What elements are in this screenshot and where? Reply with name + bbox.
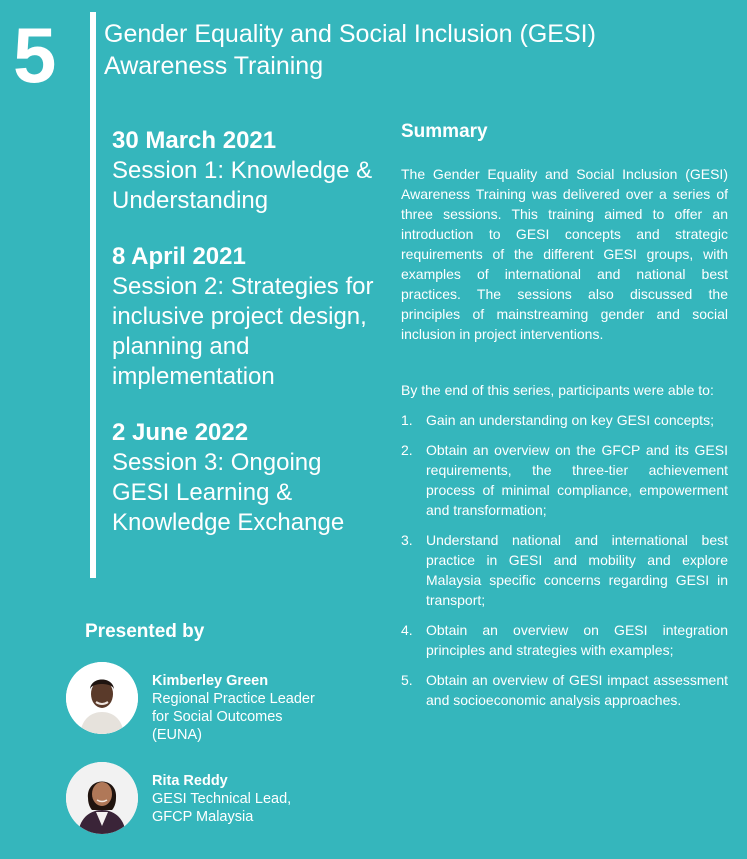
objective-item [401, 530, 728, 610]
objective-number: 2. [401, 442, 413, 458]
presenter-card [66, 662, 352, 744]
objective-item [401, 410, 728, 430]
objectives-intro: By the end of this series, participants were able to: [401, 382, 714, 398]
summary-heading: Summary [401, 121, 488, 142]
presenter-role: Regional Practice Leader [152, 691, 315, 707]
page-title-line-2: Awareness Training [104, 52, 324, 80]
objective-text: Understand national and international best practice in GESI and mobility and explore Malaysia specific concerns regarding GESI in transport; [426, 532, 728, 608]
objectives-list [401, 410, 728, 710]
objective-text: Obtain an overview of GESI impact assessment and socioeconomic analysis approaches. [426, 672, 728, 708]
person-portrait-icon [66, 662, 138, 734]
session-date: 2 June 2022 [112, 419, 249, 446]
page-title [104, 18, 704, 82]
page-number: 5 [13, 11, 55, 99]
avatar [66, 662, 138, 734]
avatar [66, 762, 138, 834]
session-item [112, 418, 382, 538]
page-title-line-1: Gender Equality and Social Inclusion (GESI) [104, 20, 596, 48]
session-item [112, 126, 382, 216]
sessions-list [112, 126, 382, 564]
presenter-role: GFCP Malaysia [152, 809, 254, 825]
presenters-heading: Presented by [85, 621, 205, 642]
objective-number: 5. [401, 672, 413, 688]
objective-number: 4. [401, 622, 413, 638]
session-title: Session 1: Knowledge & Understanding [112, 157, 373, 214]
person-portrait-icon [66, 762, 138, 834]
session-item [112, 242, 382, 392]
presenter-card [66, 762, 352, 834]
presenter-info [152, 662, 352, 744]
objective-number: 1. [401, 412, 413, 428]
session-date: 30 March 2021 [112, 127, 277, 154]
objective-text: Obtain an overview on the GFCP and its GESI requirements, the three-tier achievement process of minimal compliance, empowerment and transformation; [426, 442, 728, 518]
objective-item [401, 670, 728, 710]
presenter-name: Rita Reddy [152, 773, 228, 789]
objective-item [401, 620, 728, 660]
objective-item [401, 440, 728, 520]
session-title: Session 2: Strategies for inclusive project design, planning and implementation [112, 273, 374, 390]
summary-section [401, 120, 728, 720]
presenter-role: (EUNA) [152, 727, 202, 743]
session-date: 8 April 2021 [112, 243, 246, 270]
session-title: Session 3: Ongoing GESI Learning & Knowledge Exchange [112, 449, 345, 536]
vertical-divider [90, 12, 96, 578]
objective-text: Gain an understanding on key GESI concepts; [426, 412, 714, 428]
presenter-role: for Social Outcomes [152, 709, 283, 725]
presenter-info [152, 762, 352, 826]
objective-text: Obtain an overview on GESI integration principles and strategies with examples; [426, 622, 728, 658]
presenter-role: GESI Technical Lead, [152, 791, 292, 807]
summary-paragraph: The Gender Equality and Social Inclusion (GESI) Awareness Training was delivered over a series of three sessions. This training aimed to offer an introduction to GESI concepts and strategic requirements of the different GESI groups, with examples of international and national best practices. The sessions also discussed the principles of mainstreaming gender and social inclusion in project interventions. [401, 166, 728, 342]
presenter-name: Kimberley Green [152, 673, 269, 689]
objective-number: 3. [401, 532, 413, 548]
